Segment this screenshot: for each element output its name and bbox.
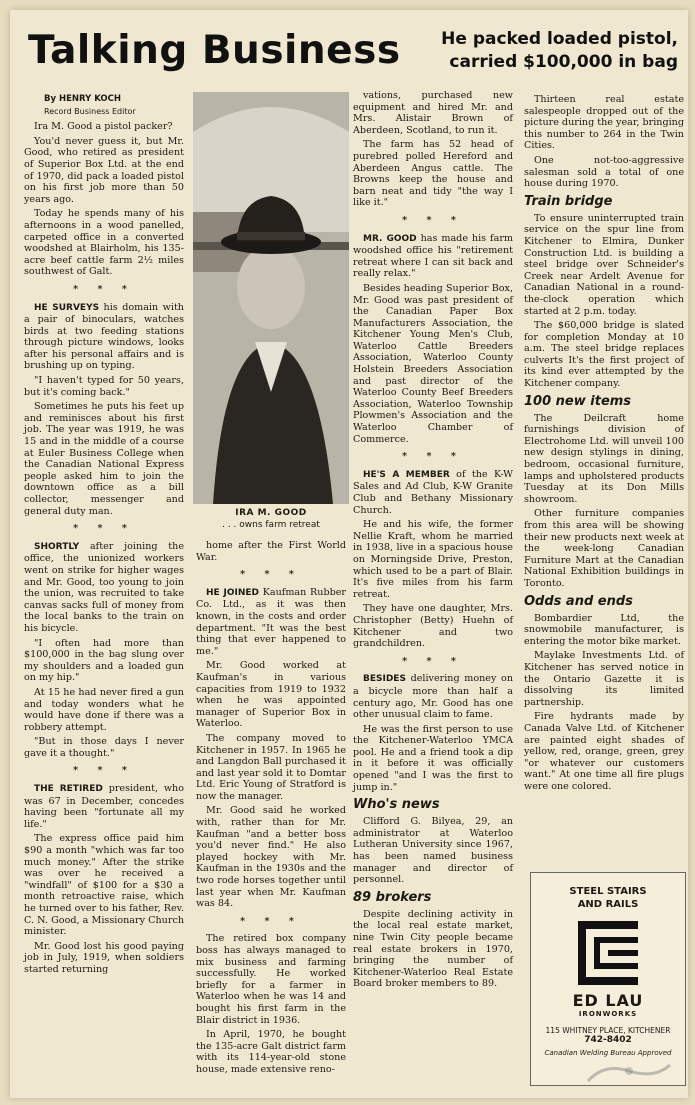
paragraph: Bombardier Ltd, the snowmobile manufacturer, is entering the motor bike market. [524,612,684,647]
paragraph: Today he spends many of his afternoons in a wood panelled, carpeted office in a converted woodshed at Blairholm, his 135-acre beef cattle farm 2½ miles southwest of Galt. [24,208,184,278]
paragraph: The Deilcraft home furnishings division of Electrohome Ltd. will unveil 100 new design stylings in dining, bedroom, occasional furniture, lamps and upholstered products Tuesday at its Don Mills showroom. [524,412,684,505]
paragraph: home after the First World War. [196,540,346,563]
subhead-train-bridge: Train bridge [524,193,613,209]
paragraph-lead: THE RETIRED [34,784,103,795]
section-divider: * * * [402,214,464,226]
paragraph-text: president, who was 67 in December, concedes having been "fortunate all my life." [24,783,184,830]
paragraph: "I often had more than $100,000 in the bag slung over my shoulders and a loaded gun on my hip." [24,637,184,684]
paragraph: Mr. Good worked at Kaufman's in various capacities from 1919 to 1932 when he was appointed manager of Superior Box in Waterloo. [196,660,346,730]
paragraph-text: has made his farm woodshed office his "retirement retreat where I can sit back and really relax." [353,232,513,280]
paragraph [24,783,184,830]
archive-watermark-logo [584,1059,674,1090]
section-divider: * * * [73,283,135,295]
paragraph: He was the first person to use the Kitchener-Waterloo YMCA pool. He and a friend took a dip in it before it was officially opened "and I was the first to jump in." [353,723,513,793]
paragraph-lead: MR. GOOD [363,233,417,244]
paragraph-text: of the K-W Sales and Ad Club, K-W Granite Club and Bethany Missionary Church. [353,468,513,516]
column-3 [353,90,513,993]
column-2 [196,540,346,1079]
paragraph: One not-too-aggressive salesman sold a total of one house during 1970. [524,154,684,190]
paragraph [24,302,184,373]
section-divider: * * * [240,569,302,581]
paragraph: Sometimes he puts his feet up and reminisces about his first job. The year was 1919, he was 15 and in the middle of a course at Euler Business College when the Canadian National Express people asked him to join the downtown office as a bill collector, messenger and general duty man. [24,401,184,517]
paragraph: Ira M. Good a pistol packer? [34,121,173,133]
paragraph: Mr. Good lost his good paying job in July, 1919, when soldiers started returning [24,940,184,975]
advertisement-box [530,872,686,1086]
ad-address: 115 WHITNEY PLACE, KITCHENER [545,1026,671,1035]
paragraph: Clifford G. Bilyea, 29, an administrator at Waterloo Lutheran University since 1967, has been named business manager and director of personnel. [353,816,513,886]
paragraph-text: delivering money on a bicycle more than half a century ago, Mr. Good has one other unusual claim to fame. [353,673,513,721]
paragraph [353,233,513,280]
section-divider: * * * [402,655,464,667]
column-title: Talking Business [28,28,401,73]
ironworks-logo-icon [578,921,638,985]
ad-approval: Canadian Welding Bureau Approved [544,1049,672,1057]
paragraph: Fire hydrants made by Canada Valve Ltd. of Kitchener are painted eight shades of yellow, red, orange, green, grey "or whatever our customers want." At one time all fire plugs were one colored. [524,711,684,792]
paragraph: vations, purchased new equipment and hired Mr. and Mrs. Alistair Brown of Aberdeen, Scotland, to run it. [353,90,513,136]
paragraph: "But in those days I never gave it a thought." [24,736,184,759]
article-headline: He packed loaded pistol, carried $100,000 in bag [441,29,678,72]
paragraph: Despite declining activity in the local real estate market, nine Twin City people became real estate brokers in 1970, bringing the number of Kitchener-Waterloo Real Estate Board broker members to 89. [353,908,513,990]
ad-line-2: AND RAILS [577,899,639,910]
ad-brand-sub: IRONWORKS [578,1010,638,1018]
subhead-89-brokers: 89 brokers [353,889,432,905]
paragraph [196,587,346,658]
paragraph-lead: HE SURVEYS [34,302,100,313]
paragraph: At 15 he had never fired a gun and today wonders what he would have done if there was a robbery attempt. [24,686,184,733]
portrait-illustration [193,92,349,504]
portrait-photo [193,92,349,504]
byline-role: Record Business Editor [44,106,136,116]
paragraph: "I haven't typed for 50 years, but it's coming back." [24,375,184,398]
paragraph: Besides heading Superior Box, Mr. Good was past president of the Canadian Paper Box Manufacturers Association, the Kitchener Young Men's Club, Waterloo Cattle Breeders Association, Waterloo County Holstein Breeders Association and past director of the Waterloo County Beef Breeders Association, Waterloo Township Plowmen's Association and the Waterloo Chamber of Commerce. [353,282,513,445]
watermark-mark-icon [584,1059,674,1085]
ad-brand: ED LAU [572,991,644,1010]
paragraph: Thirteen real estate salespeople dropped out of the picture during the year, bringing this number to 264 in the Twin Cities. [524,94,684,152]
paragraph: The company moved to Kitchener in 1957. In 1965 he and Langdon Ball purchased it and last year sold it to Domtar Ltd. Eric Young of Stratford is now the manager. [196,732,346,802]
section-divider: * * * [240,915,302,927]
subhead-100-new-items: 100 new items [524,393,632,409]
caption-subtitle: . . . owns farm retreat [222,520,320,530]
ad-phone: 742-8402 [584,1035,632,1045]
newspaper-clipping [10,10,688,1098]
paragraph: To ensure uninterrupted train service on the spur line from Kitchener to Elmira, Dunker Construction Ltd. is building a steel bridge over Schneider's Creek near Ardelt Avenue for Canadian National in a round-the-clock operation which started at 2 p.m. today. [524,212,684,317]
paragraph: The $60,000 bridge is slated for completion Monday at 10 a.m. The steel bridge replaces culverts It's the first project of its kind ever attempted by the Kitchener company. [524,320,684,390]
section-divider: * * * [73,523,135,535]
masthead [28,28,682,90]
paragraph: He and his wife, the former Nellie Kraft, whom he married in 1938, live in a spacious house on Morningside Drive, Preston, which used to be a part of Blair. It's five miles from his farm retreat. [353,519,513,600]
column-1 [24,94,184,979]
paragraph [353,469,513,516]
subhead-whos-news: Who's news [353,797,440,813]
paragraph: The express office paid him $90 a month "which was far too much money." After the strike was over he received a "windfall" of $100 for a $30 a month retroactive raise, which he turned over to his father, Rev. C. N. Good, a Missionary Church minister. [24,833,184,938]
paragraph-lead: BESIDES [363,674,406,685]
paragraph-text: Kaufman Rubber Co. Ltd., as it was then known, in the costs and order department. "It was the best thing that ever happened to me." [196,586,346,657]
paragraph: Mr. Good said he worked with, rather than for Mr. Kaufman "and a better boss you'd never find." He also played hockey with Mr. Kaufman in the 1930s and the two rode horses together until last year when Mr. Kaufman was 84. [196,805,346,910]
paragraph: The retired box company boss has always managed to mix business and farming successfully. He worked briefly for a farmer in Waterloo when he was 14 and bought his first farm in the Blair district in 1936. [196,933,346,1026]
paragraph-lead: SHORTLY [34,541,80,552]
section-divider: * * * [402,451,464,463]
paragraph-text: after joining the office, the unionized workers went on strike for higher wages and Mr. Good, too young to join the union, was recruited to take canvas sacks full of money from the local banks to the train on his bicycle. [24,540,184,634]
paragraph [24,541,184,635]
subhead-odds-and-ends: Odds and ends [524,593,633,609]
paragraph: Maylake Investments Ltd. of Kitchener has served notice in the Ontario Gazette it is dissolving its limited partnership. [524,650,684,708]
paragraph-text: his domain with a pair of binoculars, watches birds at two feeding stations through picture windows, looks after his personal affairs and is brushing up on typing. [24,301,184,372]
paragraph [353,673,513,720]
paragraph: In April, 1970, he bought the 135-acre Galt district farm with its 114-year-old stone house, made extensive reno- [196,1029,346,1075]
paragraph: They have one daughter, Mrs. Christopher (Betty) Huehn of Kitchener and two grandchildren. [353,603,513,650]
section-divider: * * * [73,765,135,777]
photo-caption [193,507,349,531]
column-4 [524,94,684,795]
paragraph: The farm has 52 head of purebred polled Hereford and Aberdeen Angus cattle. The Browns keep the house and barn neat and tidy "the way I like it." [353,139,513,209]
paragraph: Other furniture companies from this area will be showing their new products next week at the week-long Canadian Furniture Mart at the Canadian National Exhibition buildings in Toronto. [524,508,684,589]
paragraph: You'd never guess it, but Mr. Good, who retired as president of Superior Box Ltd. at the end of 1970, did pack a loaded pistol on his first job more than 50 years ago. [24,135,184,205]
caption-name: IRA M. GOOD [235,508,307,518]
ad-line-1: STEEL STAIRS [569,886,647,897]
byline-author: By HENRY KOCH [44,94,121,104]
paragraph-lead: HE'S A MEMBER [363,469,450,480]
paragraph-lead: HE JOINED [206,587,259,598]
